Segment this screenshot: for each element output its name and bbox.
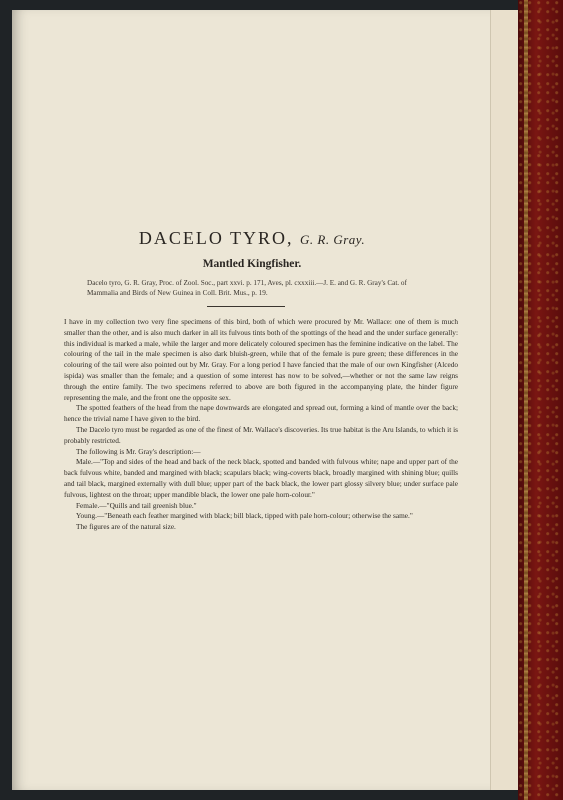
paragraph: The spotted feathers of the head from the nape downwards are elongated and spread out, forming a kind of mantle over the back; hence the trivial name I have given to the bird. [64,403,458,424]
divider-rule [207,306,285,307]
paragraph: Female.—"Quills and tail greenish blue." [76,500,197,510]
reference-citation: Dacelo tyro, G. R. Gray, Proc. of Zool. Soc., part xxvi. p. 171, Aves, pl. cxxxiii.—J. E. and G. R. Gray's Cat. of Mammalia and Birds of New Guinea in Coll. Brit. Mus., p. 19. [87,279,407,297]
body-text [64,317,458,533]
book-page [12,10,492,790]
paragraph: The Dacelo tyro must be regarded as one of the finest of Mr. Wallace's discoveries. Its true habitat is the Aru Islands, to which it is probably restricted. [64,424,458,445]
paragraph: Young.—"Beneath each feather margined with black; bill black, tipped with pale horn-colour; otherwise the same." [76,511,413,521]
paragraph: The figures are of the natural size. [76,522,176,532]
paragraph: Male.—"Top and sides of the head and back of the neck black, spotted and banded with fulvous white; nape and upper part of the back fulvous white, banded and margined with black; scapulars black; wing-coverts black, broadly margined with shining blue; quills and tail black, margined externally with dull blue; upper part of the back black, the lower part glossy silvery blue; under surface pale fulvous, lightest on the throat; upper mandible black, the lower one pale horn-colour." [64,457,458,499]
page-edges [490,10,521,790]
paragraph: The following is Mr. Gray's description:— [76,446,201,456]
paragraph: I have in my collection two very fine specimens of this bird, both of which were procured by Mr. Wallace: one of them is much smaller than the other, and is also much darker in all its fulvous tints both of the spottings of the head and the under surface generally: this individual is marked a male, while the larger and more delicately coloured specimen has the feminine indicative on the label. The colouring of the tail in the male specimen is also dark bluish-green, while that of the female is pure green; these differences in the colouring of the tail were also pointed out by Mr. Gray. For a long period I have fancied that the male of our own Kingfisher (Alcedo ispida) was smaller than the female; and a question of some interest has now to be solved,—whether or not the same law reigns through the entire family. The two specimens referred to above are both figured in the accompanying plate, the hinder figure representing the male, and the front one the opposite sex. [64,317,458,402]
page-title [12,228,492,249]
species-author: G. R. Gray. [300,232,366,247]
title-block [12,228,492,298]
common-name: Mantled Kingfisher. [202,258,302,270]
species-name: DACELO TYRO, [138,228,294,248]
cover-gilt-edge [524,0,528,800]
